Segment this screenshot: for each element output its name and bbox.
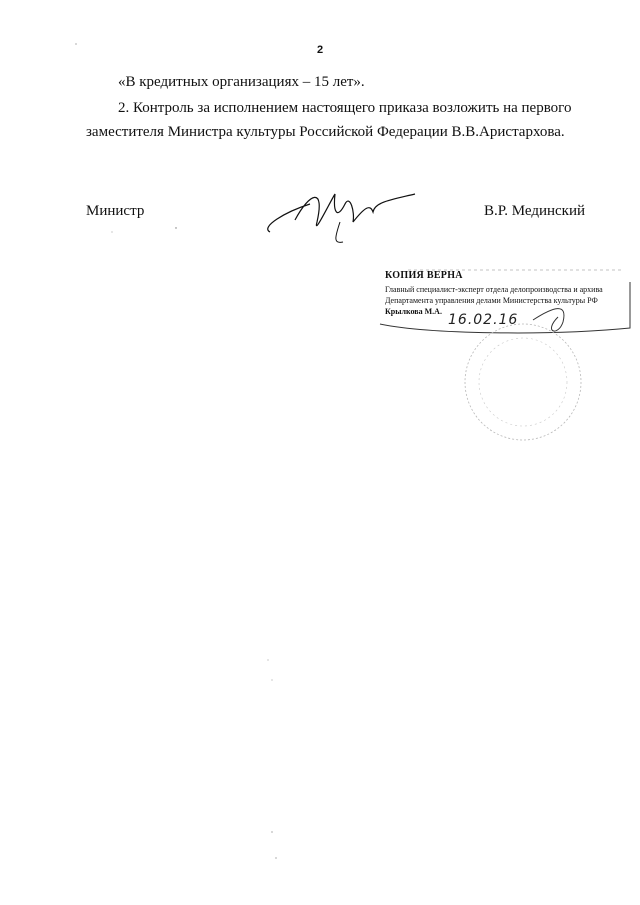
- paragraph-2: 2. Контроль за исполнением настоящего приказа возложить на первого: [118, 100, 572, 116]
- page-number: 2: [316, 44, 324, 56]
- paragraph-1: «В кредитных организациях – 15 лет».: [118, 74, 365, 90]
- certification-date: 16.02.16: [448, 312, 519, 328]
- copy-certified-label: КОПИЯ ВЕРНА: [385, 270, 463, 281]
- signer-name: В.Р. Мединский: [484, 203, 586, 219]
- paragraph-3: заместителя Министра культуры Российской Федерации В.В.Аристархова.: [86, 124, 565, 140]
- certifier-position-line-2: Департамента управления делами Министерства культуры РФ: [385, 296, 598, 305]
- certifier-name: Крылкова М.А.: [385, 307, 442, 316]
- certifier-position-line-1: Главный специалист-эксперт отдела делопроизводства и архива: [385, 285, 603, 294]
- signer-role: Министр: [86, 203, 145, 219]
